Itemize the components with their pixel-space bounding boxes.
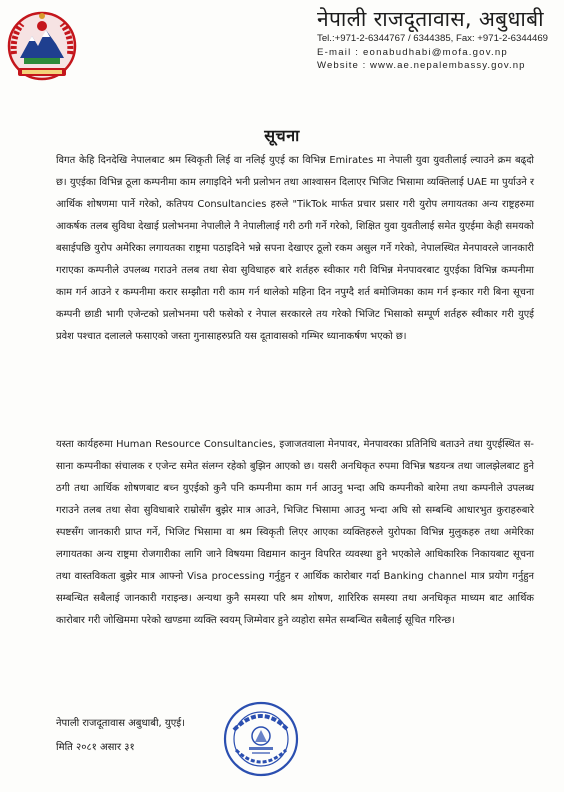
notice-title: सूचना bbox=[264, 126, 300, 145]
website-line: Website : www.ae.nepalembassy.gov.np bbox=[317, 60, 526, 72]
nepal-emblem-logo bbox=[6, 8, 78, 86]
contact-block bbox=[317, 32, 548, 73]
embassy-stamp-seal bbox=[222, 700, 300, 778]
signature-office: नेपाली राजदूतावास अबुधाबी, युएई। bbox=[56, 718, 185, 729]
letterhead bbox=[311, 6, 548, 73]
email-line: E-mail : eonabudhabi@mofa.gov.np bbox=[317, 46, 508, 58]
embassy-name: नेपाली राजदूतावास, अबुधाबी bbox=[317, 7, 544, 31]
notice-paragraph-1: विगत केहि दिनदेखि नेपालबाट श्रम स्विकृती लिई वा नलिई युएई का विभिन्न Emirates मा नेपाली युवा युवतीलाई ल्याउने क्रम बढ्दो छ। युएईका विभिन्न ठूला कम्पनीमा काम लगाइदिने भनी प्रलोभन तथा आश्वासन दिलाएर भिजिट भिसामा व्यक्तिलाई UAE मा पुर्याउने र आर्थिक शोषणमा पार्ने गरेको, कतिपय Consultancies हरुले "TikTok मार्फत प्रचार प्रसार गरी युरोप लगायतका अन्य राष्ट्रहरुमा आकर्षक तलब सुविधा देखाई प्रलोभनमा नेपालीले नै नेपालीलाई गरी ठगी गर्ने गरेको, शिक्षित युवा युवतीलाई समेत युएईमा केही समयको बसाईपछि युरोप अमेरिका लगायतका राष्ट्रमा पठाइदिने भन्ने सपना देखाएर ठूलो रकम असुल गर्ने गरेको, नेपालस्थित मेनपावरले जानकारी गराएका कम्पनीले उपलब्ध गराउने तलब तथा सेवा सुविधाहरु बारे शर्तहरु स्वीकार गरी विभिन्न मेनपावरबाट युएईका विभिन्न कम्पनीमा काम गर्न आउने र कम्पनीमा करार सम्झौता गरी काम गर्न थालेको महिना दिन नपुग्दै शर्त बमोजिमका काम गर्न इन्कार गरी बिना सूचना कम्पनी छाडी भागी एजेन्टको प्रलोभनमा परी फसेको र नेपाल सरकारले तय गरेको भिजिट भिसाको सम्पूर्ण शर्तहरु स्वीकार गरी युएई प्रवेश पश्चात दलालले फसाएको जस्ता गुनासाहरुप्रति यस दूतावासको गम्भिर ध्यानाकर्षण भएको छ। bbox=[56, 155, 534, 342]
notice-paragraph-2: यस्ता कार्यहरुमा Human Resource Consultancies, इजाजतवाला मेनपावर, मेनपावरका प्रतिनिधि बताउने तथा युएईस्थित स-साना कम्पनीका संचालक र एजेन्ट समेत संलग्न रहेको बुझिन आएको छ। यसरी अनधिकृत रुपमा विभिन्न षडयन्त्र तथा जालझेलबाट हुने ठगी तथा आर्थिक शोषणबाट बच्न युएईको कुनै पनि कम्पनीमा काम गर्न आउनु भन्दा अघि कम्पनीको बारेमा तथा कम्पनीले उपलब्ध गराउने तलब तथा सेवा सुविधाबारे राम्रोसँग बुझेर मात्र आउने, भिजिट भिसामा आउनु भन्दा अघि सो सम्बन्धि आधारभुत कुराहरुबारे स्पष्टसँग जानकारी प्राप्त गर्ने, भिजिट भिसामा वा श्रम स्विकृती लिएर आएका व्यक्तिहरुले युरोपका विभिन्न मुलुकहरु तथा अमेरिका लगायतका अन्य राष्ट्रमा रोजगारीका लागि जाने विषयमा विद्यमान कानुन विपरित व्यवस्था हुने भएकोले आधिकारिक निकायबाट सूचना तथा वास्तविकता बुझेर मात्र आफ्नो Visa processing गर्नुहुन र आर्थिक कारोबार गर्दा Banking channel मात्र प्रयोग गर्नुहुन सम्बन्धित सबैलाई जानकारी गराइन्छ। अन्यथा कुनै समस्या परि श्रम शोषण, शारिरिक समस्या तथा अनधिकृत माध्यम बाट आर्थिक कारोबार गरी जोखिममा परेको खण्डमा व्यक्ति स्वयम् जिम्मेवार हुने व्यहोरा समेत सम्बन्धित सबैलाई सूचित गरिन्छ। bbox=[56, 439, 534, 626]
tel-fax-line: Tel.:+971-2-6344767 / 6344385, Fax: +971-2-6344469 bbox=[317, 33, 548, 44]
signature-date: मिति २०८१ असार ३१ bbox=[56, 742, 135, 753]
